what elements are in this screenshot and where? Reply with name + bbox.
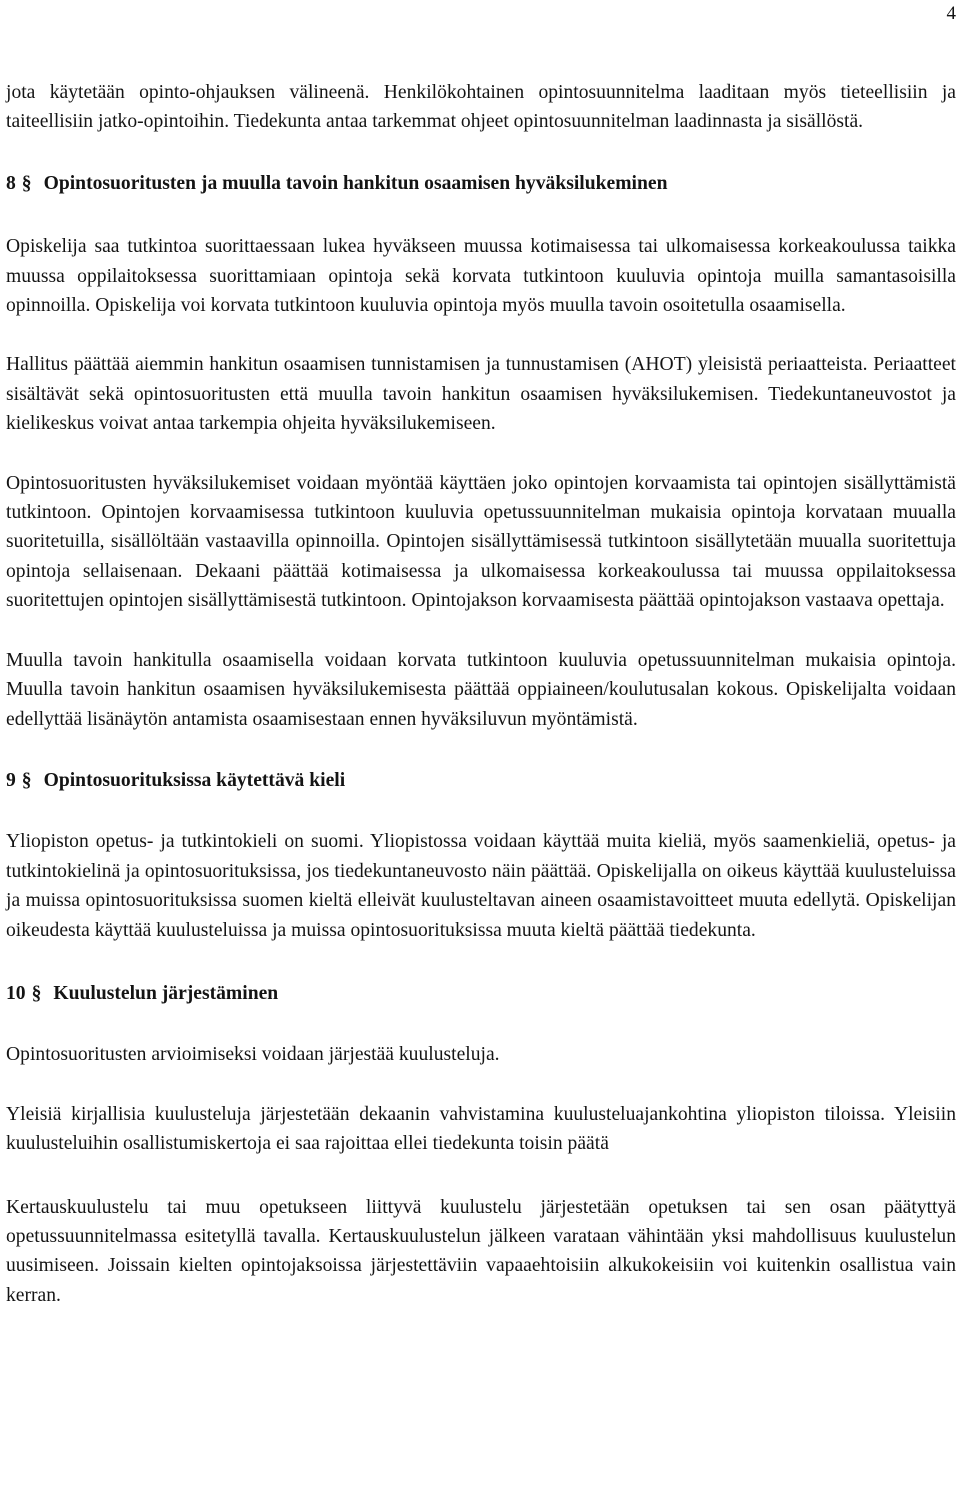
section-number: 10	[6, 982, 26, 1004]
paragraph-intro: jota käytetään opinto-ohjauksen välineenä. Henkilökohtainen opintosuunnitelma laaditaan myös tieteellisiin ja taiteellisiin jatko-opintoihin. Tiedekunta antaa tarkemmat ohjeet opintosuunnitelman laadinnasta ja sisällöstä.	[6, 82, 956, 133]
document-body	[6, 78, 956, 1310]
section-10-paragraph-1: Opintosuoritusten arvioimiseksi voidaan järjestää kuulusteluja.	[6, 1044, 500, 1066]
section-title: Opintosuorituksissa käytettävä kieli	[43, 769, 346, 791]
section-10-paragraph-2: Yleisiä kirjallisia kuulusteluja järjestetään dekaanin vahvistamina kuulusteluajankohtina yliopiston tiloissa. Yleisiin kuulusteluihin osallistumiskertoja ei saa rajoittaa ellei tiedekunta toisin päätä	[6, 1103, 956, 1155]
section-number: 8	[6, 172, 16, 194]
section-8-paragraph-4: Muulla tavoin hankitulla osaamisella voidaan korvata tutkintoon kuuluvia opetussuunnitelman mukaisia opintoja. Muulla tavoin hankitun osaamisen hyväksilukemisesta päättää oppiaineen/koulutusalan kokous. Opiskelijalta voidaan edellyttää lisänäytön antamista osaamisestaan ennen hyväksiluvun myöntämistä.	[6, 649, 956, 730]
section-title: Kuulustelun järjestäminen	[53, 982, 279, 1004]
section-8-paragraph-2: Hallitus päättää aiemmin hankitun osaamisen tunnistamisen ja tunnustamisen (AHOT) yleisistä periaatteista. Periaatteet sisältävät sekä opintosuoritusten että muulla tavoin hankitun osaamisen hyväksilukemisen. Tiedekuntaneuvostot ja kielikeskus voivat antaa tarkempia ohjeita hyväksilukemiseen.	[6, 354, 956, 435]
section-heading-8	[6, 169, 956, 198]
section-8-paragraph-3: Opintosuoritusten hyväksilukemiset voidaan myöntää käyttäen joko opintojen korvaamista tai opintojen sisällyttämistä tutkintoon. Opintojen korvaamisessa tutkintoon kuuluvia opetussuunnitelman mukaisia opintoja korvataan muualla suoritetuilla, sisällöltään vastaavilla opinnoilla. Opintojen sisällyttämisessä tutkintoon sisällytetään muualla suoritettuja opintoja sellaisenaan. Dekaani päättää kotimaisessa ja ulkomaisessa korkeakoulussa tai muussa oppilaitoksessa suoritettujen opintojen sisällyttämisestä tutkintoon. Opintojakson korvaamisesta päättää opintojakson vastaava opettaja.	[6, 472, 956, 612]
section-symbol: §	[31, 982, 42, 1004]
section-number: 9	[6, 769, 16, 791]
section-title: Opintosuoritusten ja muulla tavoin hankitun osaamisen hyväksilukeminen	[43, 172, 668, 194]
section-symbol: §	[21, 769, 32, 791]
section-10-paragraph-3: Kertauskuulustelu tai muu opetukseen liittyvä kuulustelu järjestetään opetuksen tai sen osan päätyttyä opetussuunnitelmassa esitetyllä tavalla. Kertauskuulustelun jälkeen varataan vähintään yksi mahdollisuus kuulustelun uusimiseen. Joissain kielten opintojaksoissa järjestettäviin vapaaehtoisiin alkukokeisiin voi kuitenkin osallistua vain kerran.	[6, 1196, 956, 1306]
section-heading-9	[6, 766, 956, 795]
section-8-paragraph-1: Opiskelija saa tutkintoa suorittaessaan lukea hyväkseen muussa kotimaisessa tai ulkomaisessa korkeakoulussa taikka muussa oppilaitoksessa suorittamiaan opintoja sekä korvata tutkintoon kuuluvia opintoja muilla samantasoisilla opinnoilla. Opiskelija voi korvata tutkintoon kuuluvia opintoja myös muulla tavoin osoitetulla osaamisella.	[6, 236, 956, 317]
page-number: 4	[946, 3, 956, 24]
section-symbol: §	[21, 172, 32, 194]
section-9-paragraph-1: Yliopiston opetus- ja tutkintokieli on suomi. Yliopistossa voidaan käyttää muita kieliä, myös saamenkieliä, opetus- ja tutkintokielinä ja opintosuorituksissa, jos tiedekuntaneuvosto näin päättää. Opiskelijalla on oikeus käyttää kuulusteluissa ja muissa opintosuorituksissa suomen kieltä elleivät kuulusteltavan aineen osaamistavoitteet muuta edellytä. Opiskelijan oikeudesta käyttää kuulusteluissa ja muissa opintosuorituksissa muuta kieltä päättää tiedekunta.	[6, 831, 956, 941]
section-heading-10	[6, 979, 956, 1008]
